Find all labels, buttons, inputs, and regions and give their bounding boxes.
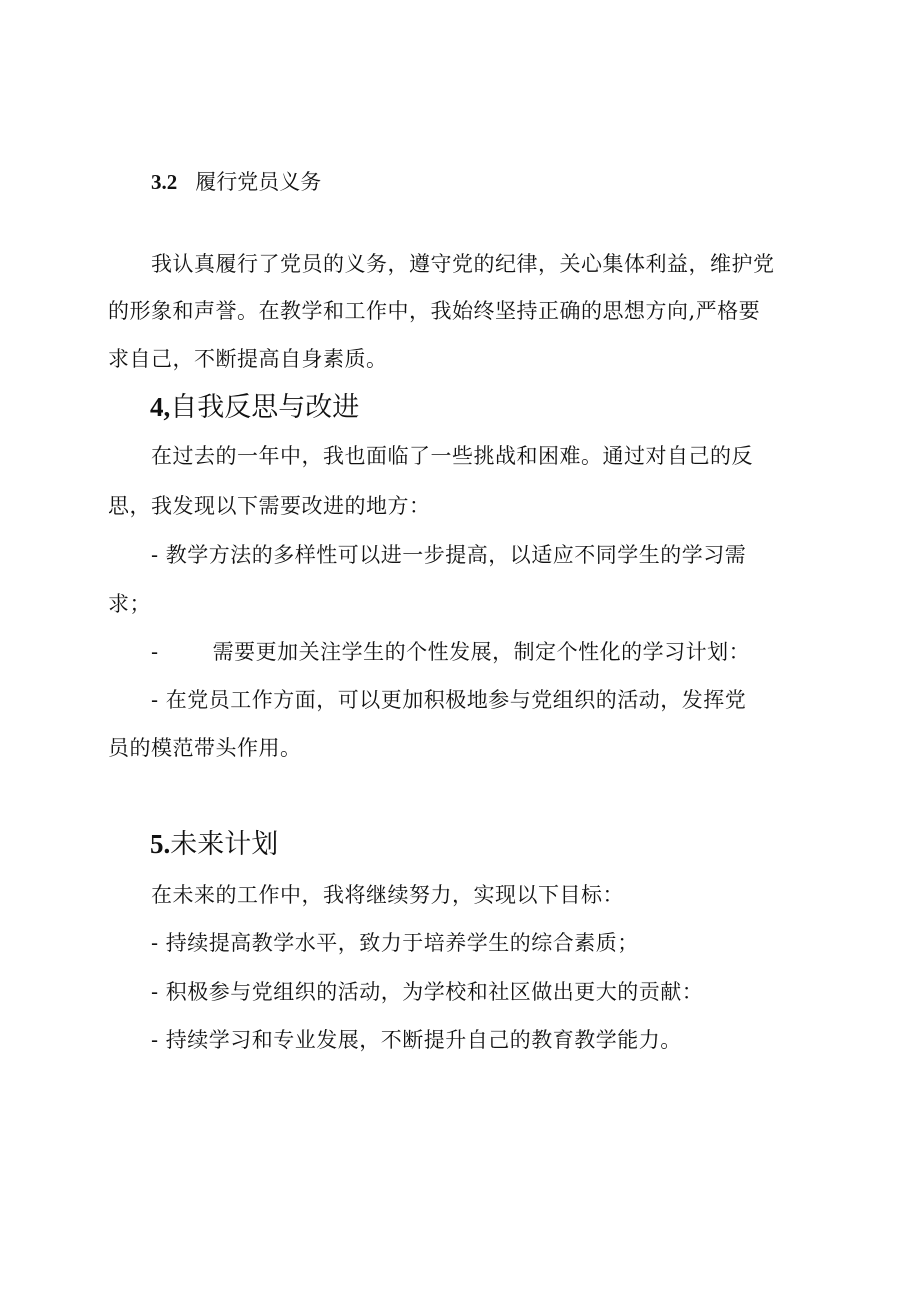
list-item-continuation: 求； [108,592,151,616]
section-5-title: 未来计划 [170,829,279,860]
list-dash: - [151,640,159,664]
list-item-continuation: 员的模范带头作用。 [108,736,302,760]
section-5-number: 5. [150,829,171,859]
paragraph-line: 思，我发现以下需要改进的地方： [108,494,431,518]
list-item-text: 需要更加关注学生的个性发展，制定个性化的学习计划： [212,640,751,664]
section-5-heading [150,826,278,863]
paragraph-line: 在未来的工作中，我将继续努力，实现以下目标： [151,883,624,907]
paragraph-line: 我认真履行了党员的义务，遵守党的纪律，关心集体利益，维护党 [151,252,775,276]
list-item: - 持续提高教学水平，致力于培养学生的综合素质； [151,931,639,955]
list-item: - 积极参与党组织的活动，为学校和社区做出更大的贡献： [151,980,704,1004]
section-4-title: 自我反思与改进 [170,392,360,423]
paragraph-line: 在过去的一年中，我也面临了一些挑战和困难。通过对自己的反 [151,444,753,468]
list-item: - 教学方法的多样性可以进一步提高，以适应不同学生的学习需 [151,543,747,567]
section-3-2-heading [151,167,321,197]
paragraph-line: 求自己，不断提高自身素质。 [108,347,388,371]
section-3-2-title: 履行党员义务 [195,170,322,194]
list-item: - 在党员工作方面，可以更加积极地参与党组织的活动，发挥党 [151,688,747,712]
section-4-number: 4, [150,392,171,422]
section-4-heading [150,389,359,426]
list-item [151,637,831,667]
section-3-2-number: 3.2 [151,170,178,194]
list-item: - 持续学习和专业发展，不断提升自己的教育教学能力。 [151,1028,682,1052]
paragraph-line: 的形象和声誉。在教学和工作中，我始终坚持正确的思想方向,严格要 [108,299,761,323]
